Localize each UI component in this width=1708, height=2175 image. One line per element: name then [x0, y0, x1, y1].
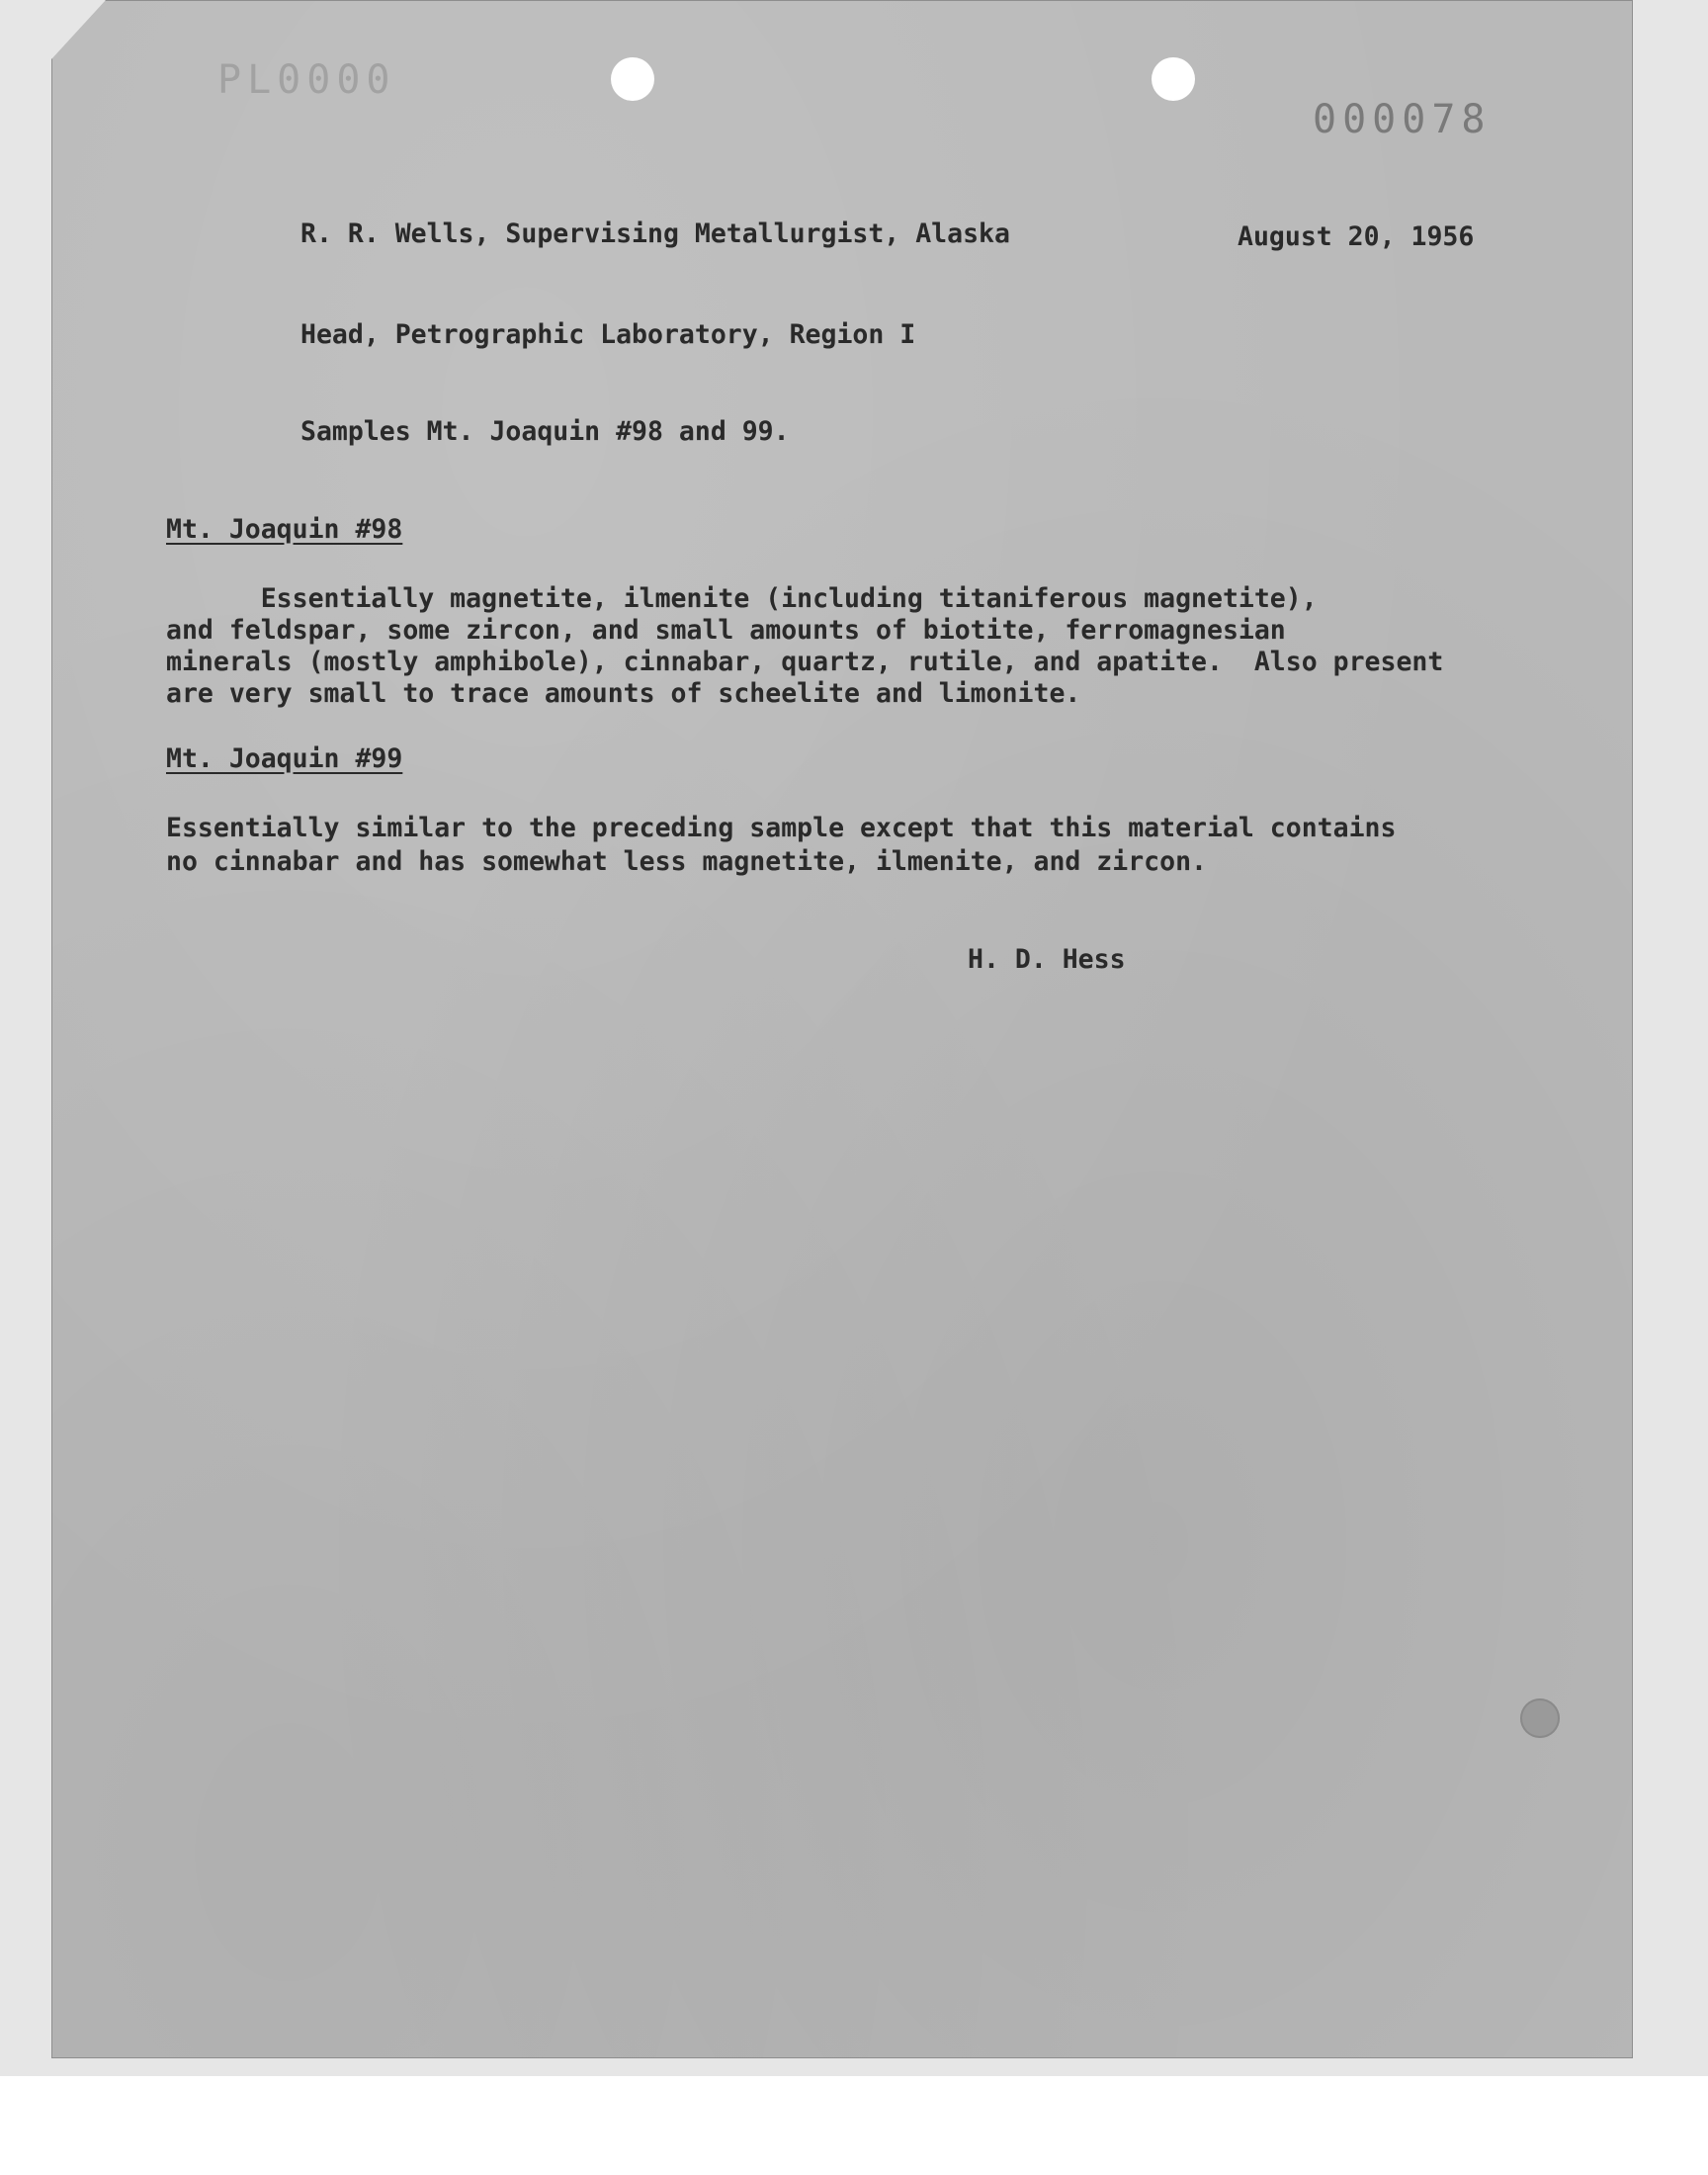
section-98-line-3: minerals (mostly amphibole), cinnabar, quartz, rutile, and apatite. Also present — [166, 647, 1444, 677]
section-98-line-2: and feldspar, some zircon, and small amounts of biotite, ferromagnesian — [166, 615, 1286, 646]
stain-mark — [1520, 1698, 1560, 1738]
scan-margin — [0, 2076, 1708, 2175]
section-99-line-2: no cinnabar and has somewhat less magnetite, ilmenite, and zircon. — [166, 846, 1207, 877]
memo-date: August 20, 1956 — [1238, 221, 1475, 252]
punch-hole-left — [611, 57, 654, 101]
punch-hole-right — [1152, 57, 1195, 101]
section-98-line-1: Essentially magnetite, ilmenite (including titaniferous magnetite), — [166, 583, 1318, 614]
memo-page — [51, 0, 1633, 2058]
signature: H. D. Hess — [968, 944, 1126, 975]
bates-stamp-right: 000078 — [1313, 97, 1492, 142]
section-heading-98: Mt. Joaquin #98 — [166, 514, 403, 545]
memo-to: Head, Petrographic Laboratory, Region I — [300, 319, 916, 350]
section-99-line-1: Essentially similar to the preceding sample except that this material contains — [166, 813, 1397, 843]
section-heading-99: Mt. Joaquin #99 — [166, 743, 403, 774]
memo-from: R. R. Wells, Supervising Metallurgist, Alaska — [300, 218, 1010, 249]
memo-subject: Samples Mt. Joaquin #98 and 99. — [300, 416, 790, 447]
bates-stamp-left: PL0000 — [217, 57, 396, 103]
section-98-line-4: are very small to trace amounts of scheelite and limonite. — [166, 678, 1081, 709]
